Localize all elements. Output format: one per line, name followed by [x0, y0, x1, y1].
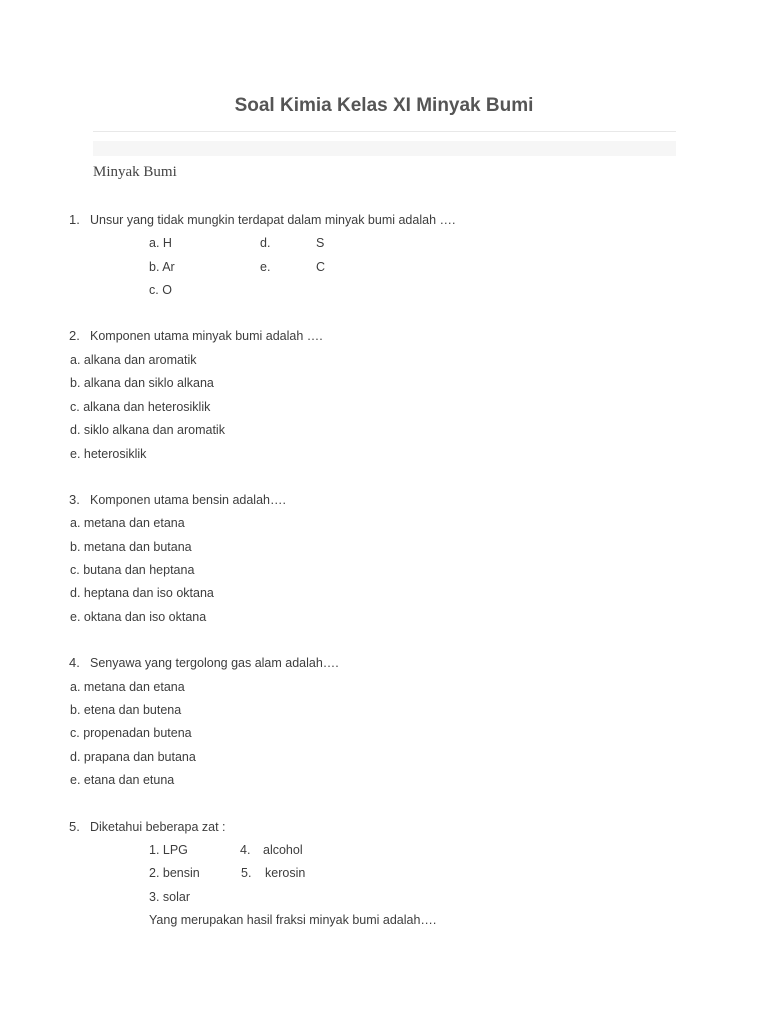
page-title: Soal Kimia Kelas XI Minyak Bumi: [234, 95, 534, 116]
option-a: a. H: [149, 236, 172, 250]
question-number: 5.: [69, 819, 80, 834]
option-d: d. siklo alkana dan aromatik: [70, 423, 225, 437]
option-b: b. metana dan butana: [70, 540, 192, 554]
item-2: 2. bensin: [149, 866, 200, 880]
question-number: 2.: [69, 328, 80, 343]
option-a: a. metana dan etana: [70, 516, 185, 530]
question-number: 1.: [69, 212, 80, 227]
item-3: 3. solar: [149, 890, 190, 904]
question-text: Unsur yang tidak mungkin terdapat dalam minyak bumi adalah ….: [90, 213, 456, 227]
option-d-label: d.: [260, 236, 271, 250]
option-e-label: e.: [260, 260, 271, 274]
option-b: b. alkana dan siklo alkana: [70, 376, 214, 390]
option-e: e. etana dan etuna: [70, 773, 175, 787]
header-band: [93, 141, 676, 156]
option-e: e. heterosiklik: [70, 447, 147, 461]
option-c: c. alkana dan heterosiklik: [70, 400, 211, 414]
item-4-number: 4.: [240, 843, 251, 857]
option-c: c. butana dan heptana: [70, 563, 195, 577]
option-a: a. alkana dan aromatik: [70, 353, 197, 367]
option-d: d. heptana dan iso oktana: [70, 586, 214, 600]
question-number: 4.: [69, 655, 80, 670]
title-divider: [93, 131, 676, 132]
document-subtitle: Minyak Bumi: [93, 164, 177, 180]
question-prompt: Yang merupakan hasil fraksi minyak bumi adalah….: [149, 913, 437, 927]
option-b: b. Ar: [149, 260, 175, 274]
item-1: 1. LPG: [149, 843, 188, 857]
option-c: c. O: [149, 283, 172, 297]
item-5-value: kerosin: [265, 866, 306, 880]
question-text: Komponen utama minyak bumi adalah ….: [90, 329, 323, 343]
item-4-value: alcohol: [263, 843, 303, 857]
option-d-value: S: [316, 236, 325, 250]
option-e: e. oktana dan iso oktana: [70, 610, 207, 624]
option-a: a. metana dan etana: [70, 680, 185, 694]
question-text: Senyawa yang tergolong gas alam adalah….: [90, 656, 339, 670]
question-text: Diketahui beberapa zat :: [90, 820, 226, 834]
option-b: b. etena dan butena: [70, 703, 182, 717]
option-c: c. propenadan butena: [70, 726, 192, 740]
option-d: d. prapana dan butana: [70, 750, 196, 764]
question-number: 3.: [69, 492, 80, 507]
option-e-value: C: [316, 260, 326, 274]
item-5-number: 5.: [241, 866, 252, 880]
question-text: Komponen utama bensin adalah….: [90, 493, 286, 507]
